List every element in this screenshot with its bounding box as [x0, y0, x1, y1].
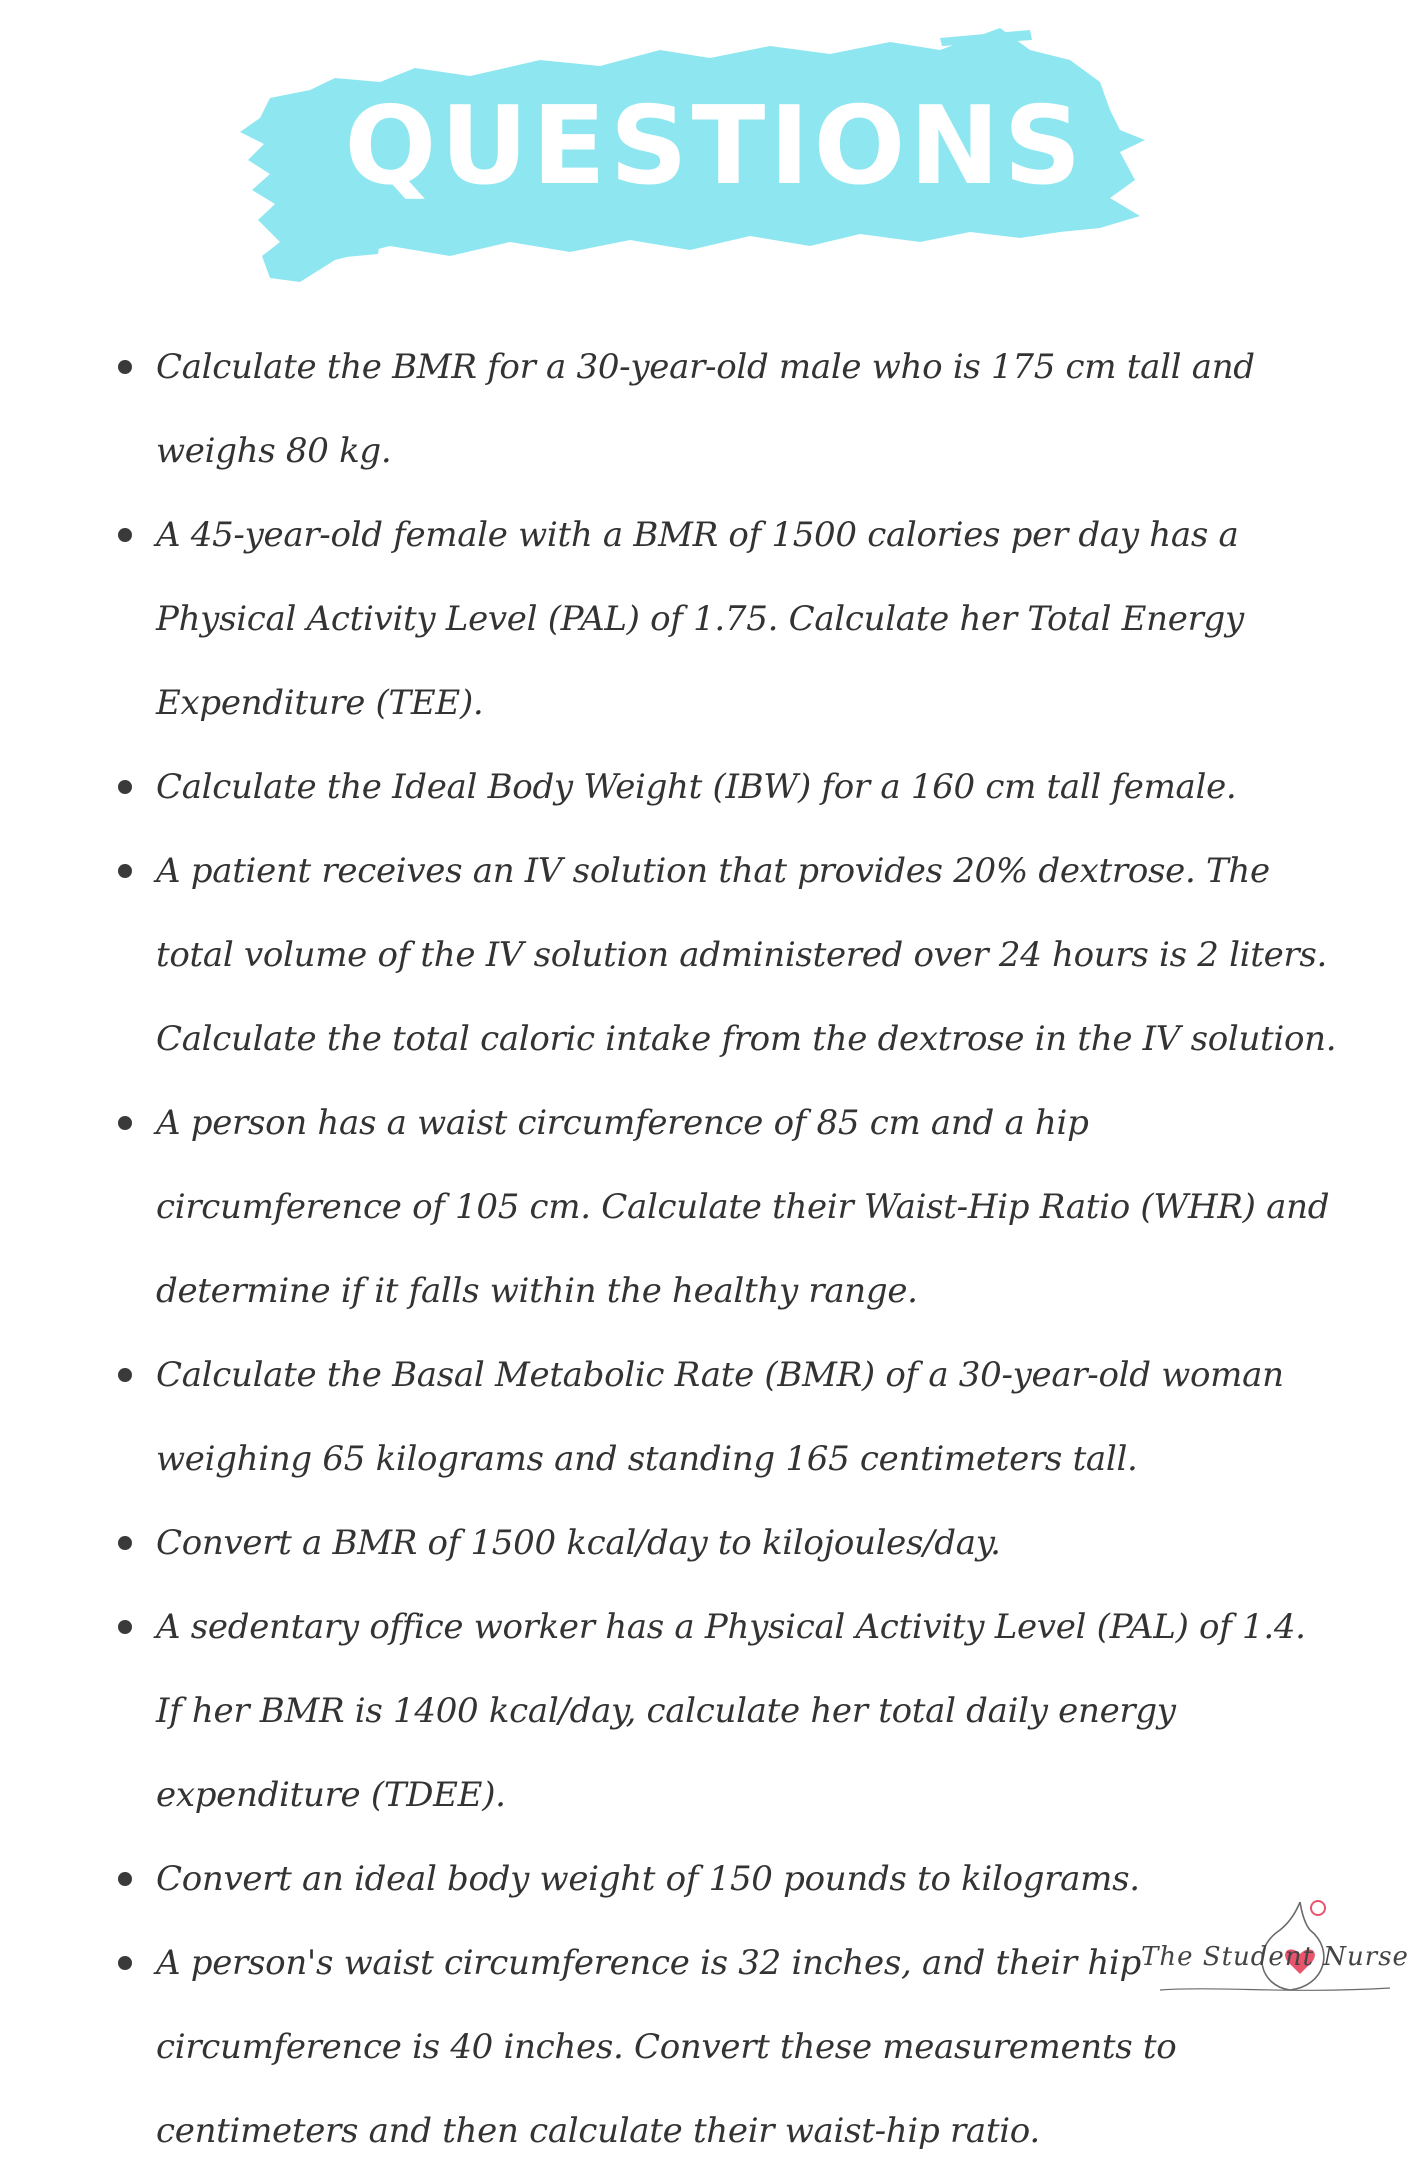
question-text: Calculate the BMR for a 30-year-old male who is 175 cm tall and weighs 80 kg. — [156, 347, 1255, 471]
bullet-icon — [118, 360, 132, 374]
bullet-icon — [118, 528, 132, 542]
question-text: A sedentary office worker has a Physical Activity Level (PAL) of 1.4. If her BMR is 1400 kcal/day, calculate her total daily energy expenditure (TDEE). — [156, 1607, 1306, 1815]
list-item — [110, 829, 1340, 1081]
title-banner — [240, 20, 1170, 300]
bullet-icon — [118, 1536, 132, 1550]
list-item — [110, 493, 1340, 745]
list-item — [110, 1333, 1340, 1501]
question-text: A 45-year-old female with a BMR of 1500 calories per day has a Physical Activity Level (PAL) of 1.75. Calculate her Total Energy Expenditure (TEE). — [156, 515, 1244, 723]
list-item — [110, 1501, 1340, 1585]
question-text: A patient receives an IV solution that provides 20% dextrose. The total volume of the IV solution administered over 24 hours is 2 liters. Calculate the total caloric intake from the dextrose in the IV solution. — [156, 851, 1337, 1059]
question-text: Convert a BMR of 1500 kcal/day to kilojoules/day. — [156, 1523, 1001, 1563]
stethoscope-chestpiece — [1311, 1901, 1325, 1915]
page-title: QUESTIONS — [344, 83, 1086, 209]
bullet-icon — [118, 1620, 132, 1634]
question-text: A person has a waist circumference of 85 cm and a hip circumference of 105 cm. Calculate their Waist-Hip Ratio (WHR) and determine if it falls within the healthy range. — [156, 1103, 1330, 1311]
question-text: Calculate the Basal Metabolic Rate (BMR) of a 30-year-old woman weighing 65 kilograms and standing 165 centimeters tall. — [156, 1355, 1284, 1479]
question-text: A person's waist circumference is 32 inches, and their hip circumference is 40 inches. Convert these measurements to centimeters and then calculate their waist-hip ratio. — [156, 1943, 1177, 2151]
brand-logo — [1140, 1890, 1410, 2000]
list-item — [110, 325, 1340, 493]
list-item — [110, 1081, 1340, 1333]
bullet-icon — [118, 1956, 132, 1970]
bullet-icon — [118, 1872, 132, 1886]
question-text: Calculate the Ideal Body Weight (IBW) for a 160 cm tall female. — [156, 767, 1237, 807]
bullet-icon — [118, 1368, 132, 1382]
logo-text: The Student Nurse — [1141, 1942, 1409, 1972]
list-item — [110, 1585, 1340, 1837]
question-text: Convert an ideal body weight of 150 pounds to kilograms. — [156, 1859, 1140, 1899]
bullet-icon — [118, 864, 132, 878]
bullet-icon — [118, 780, 132, 794]
list-item — [110, 745, 1340, 829]
bullet-icon — [118, 1116, 132, 1130]
signature-underline — [1160, 1988, 1390, 1990]
